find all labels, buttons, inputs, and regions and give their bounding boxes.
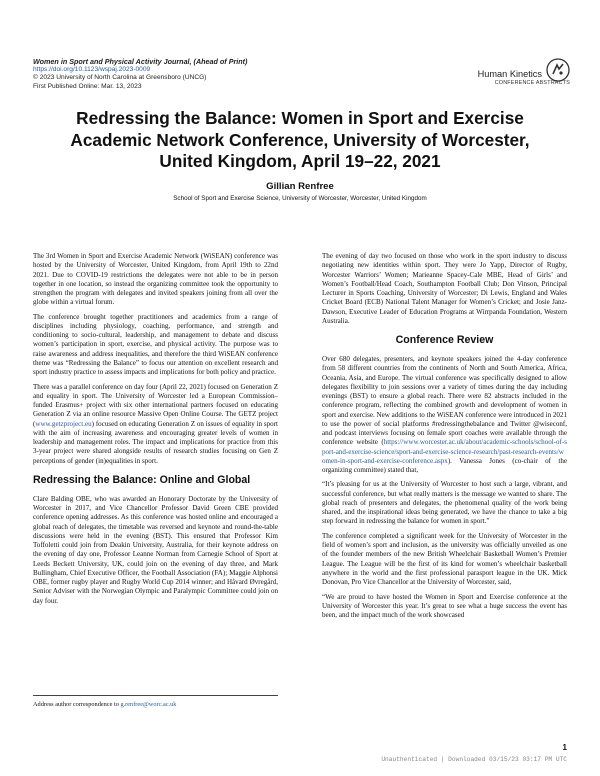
author-affiliation: School of Sport and Exercise Science, University of Worcester, Worcester, United Kingdom (173, 195, 427, 202)
page-number: 1 (562, 743, 567, 752)
paragraph: The conference brought together practitioners and academics from a range of disciplines including physiology, coaching, performance, and strength and conditioning to socio-cultural, leadership, and management to debate and discuss women’s participation in sport, exercise, and physical activity. The purpose was to raise awareness and address inequalities, and therefore the third WiSEAN conference theme was “Redressing the Balance” to focus our attention on excellent research and sport industry practice to assess impacts and implications for both policy and practice. (33, 312, 278, 377)
title-line-3: United Kingdom, April 19–22, 2021 (159, 151, 441, 171)
left-column (33, 252, 278, 611)
author-name: Gillian Renfree (266, 181, 334, 192)
paragraph: The evening of day two focused on those who work in the sport industry to discuss negotiating new identities within sport. They were Jo Yapp, Director of Rugby, Worcester Warriors’ Women; Marieanne Spacey-Cale MBE, Head of Girls’ and Women’s Football/Head Coach, Southampton Football Club; Don Vinson, Principal Lecturer in Sports Coaching, University of Worcester; Di Lewis, England and Wales Cricket Board (ECB) National Talent Manager for Women’s Cricket; and Josie Janz-Dawson, Executive Leader of Education Programs at Wirrpanda Foundation, Western Australia. (322, 252, 567, 325)
section-label: CONFERENCE ABSTRACTS (494, 80, 570, 86)
author-email-link[interactable]: g.renfree@worc.ac.uk (120, 701, 177, 708)
section-heading: Conference Review (395, 334, 494, 346)
title-line-1: Redressing the Balance: Women in Sport and Exercise (76, 108, 524, 128)
section-heading: Redressing the Balance: Online and Global (33, 473, 251, 486)
publish-date: First Published Online: Mar. 13, 2023 (33, 82, 142, 90)
paragraph: Clare Balding OBE, who was awarded an Honorary Doctorate by the University of Worcester in 2017, and Vice Chancellor Professor David Green CBE provided conference opening addresses. As this conference was hosted online and encouraged a global reach of delegates, the timetable was reversed and keynote and round-the-table discussions were held in the evening (BST). This ensured that Professor Kim Toffoletti could join from Deakin University, Australia, for their keynote address on the evening of day one, Professor Leanne Norman from Carnegie School of Sport at Leeds Beckett University, UK, could join on the evening of day three, and Mark Bullingham, Chief Executive Officer, the Football Association (FA); Maggie Alphonsi OBE, former rugby player and Rugby World Cup 2014 winner; and Håvard Øvregård, Senior Adviser with the Norwegian Olympic and Paralympic Committee could join on day four. (33, 494, 278, 605)
block-quote: “We are proud to have hosted the Women in Sport and Exercise conference at the University of Worcester this year. It’s great to see what a huge success the event has been, and the impact much of the work showcased (322, 592, 567, 620)
paragraph: The 3rd Women in Sport and Exercise Academic Network (WiSEAN) conference was hosted by the University of Worcester, United Kingdom, from April 19th to 22nd 2021. Due to COVID-19 restrictions the delegates were not able to be in person together in one location, so instead the organizing committee took the opportunity to strengthen the program with delegates and invited speakers joining from all over the globe within a virtual forum. (33, 252, 278, 307)
publisher-block (430, 58, 570, 86)
copyright-line: © 2023 University of North Carolina at Greensboro (UNCG) (33, 74, 207, 82)
correspondence-note: Address author correspondence to g.renfree@worc.ac.uk (33, 695, 278, 708)
block-quote: “It’s pleasing for us at the University of Worcester to host such a large, vibrant, and successful conference, but what really matters is the message we wanted to share. The global reach of presenters and delegates, the phenomenal quality of the work being shared, and the inspirational ideas being generated, we have the chance to take a big step forward in redressing the balance for women in sport.” (322, 480, 567, 526)
download-stamp: Unauthenticated | Downloaded 03/15/23 03:17 PM UTC (381, 756, 567, 763)
title-line-2: Academic Network Conference, University of Worcester, (70, 129, 530, 150)
paragraph: Over 680 delegates, presenters, and keynote speakers joined the 4-day conference from 58 different countries from the continents of North and South America, Africa, Oceania, Asia, and Europe. The virtual conference was specifically designed to allow delegates flexibility to join sessions over a variety of times during the day including evenings (BST) to ensure a global reach. There were 82 abstracts included in the conference program, reflecting the combined growth and development of women in sport and exercise. New additions to the WiSEAN conference were introduced in 2021 to use the power of social platforms #redressingthebalance and Twitter @wiseconf, and podcast interviews focusing on female sport coaches were available through the conference website (https://www.worcester.ac.uk/about/academic-schools/school-of-sport-and-exercise-science/sport-and-exercise-science-research/past-research-events/women-in-sport-and-exercise-conference.aspx). Vanessa Jones (co-chair of the organizing committee) stated that, (322, 355, 567, 474)
right-column (322, 252, 567, 626)
publisher-name: Human Kinetics (477, 69, 542, 79)
paragraph: There was a parallel conference on day four (April 22, 2021) focused on Generation Z and equality in sport. The University of Worcester led a European Commission–funded Erasmus+ project with six other international partners focused on educating Generation Z via an online resource Massive Open Online Course. The GETZ project (www.getzproject.eu) focused on educating Generation Z on issues of equality in sport with the aim of increasing awareness and encouraging greater levels of women in leadership and management roles. The impact and implications for practice from this 3-year project were shared alongside results of research studies focusing on Gen Z perceptions of gender (in)equalities in sport. (33, 382, 278, 465)
doi-link[interactable]: https://doi.org/10.1123/wspaj.2023-0009 (33, 66, 151, 74)
conference-website-link[interactable]: https://www.worcester.ac.uk/about/academic-schools/school-of-sport-and-exercise-science/sport-and-exercise-science-research/past-research-events/women-in-sport-and-exercise-conference.aspx (322, 438, 567, 465)
human-kinetics-logo-icon (546, 58, 570, 82)
journal-title: Women in Sport and Physical Activity Journal, (Ahead of Print) (33, 57, 248, 66)
article-title (40, 108, 560, 173)
getz-project-link[interactable]: www.getzproject.eu (35, 419, 92, 428)
journal-header (33, 58, 363, 91)
paragraph: The conference completed a significant week for the University of Worcester in the field of women’s sport and inclusion, as the university was officially unveiled as one of the founder members of the new British Wheelchair Basketball Women’s Premier League. The League will be the first of its kind for women’s wheelchair basketball anywhere in the world and the first professional parasport league in the UK. Mick Donovan, Pro Vice Chancellor at the University of Worcester, said, (322, 531, 567, 587)
